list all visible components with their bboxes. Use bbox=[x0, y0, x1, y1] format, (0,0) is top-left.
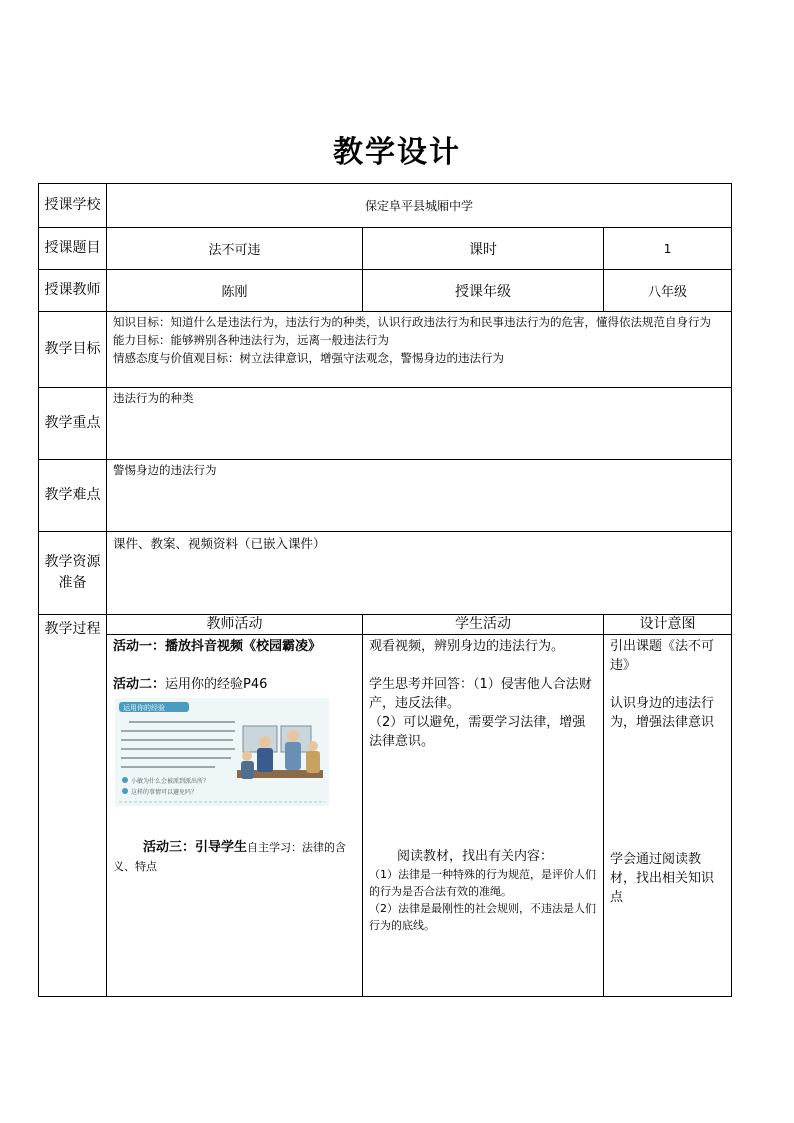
row-school bbox=[39, 184, 732, 228]
student-step-three: （2）可以避免，需要学习法律，增强法律意识。 bbox=[369, 715, 586, 749]
activity-two-prefix: 活动二： bbox=[113, 677, 166, 692]
illustration-question-two: 这样的事情可以避免吗？ bbox=[131, 789, 198, 796]
student-step-two: 学生思考并回答：（1）侵害他人合法财产，违反法律。 bbox=[369, 677, 592, 711]
row-process-header bbox=[39, 615, 732, 635]
goal-emotion: 情感态度与价值观目标：树立法律意识，增强守法观念，警惕身边的违法行为 bbox=[113, 351, 504, 365]
value-difficult: 警惕身边的违法行为 bbox=[107, 460, 732, 532]
label-topic: 授课题目 bbox=[39, 228, 107, 270]
label-teacher: 授课教师 bbox=[39, 270, 107, 312]
activity-three-prefix: 活动三：引导学生 bbox=[143, 840, 248, 855]
teacher-activity-cell bbox=[107, 635, 363, 997]
row-resources bbox=[39, 532, 732, 615]
student-step-five: （1）法律是一种特殊的行为规范，是评价人们的行为是否合法有效的准绳。 bbox=[369, 868, 596, 898]
activity-two bbox=[113, 675, 356, 694]
row-topic bbox=[39, 228, 732, 270]
activity-one: 活动一：播放抖音视频《校园霸凌》 bbox=[113, 639, 322, 654]
activity-two-text: 运用你的经验P46 bbox=[165, 677, 268, 692]
illustration-heading: 运用你的经验 bbox=[123, 704, 165, 712]
goal-ability: 能力目标：能够辨别各种违法行为，远离一般违法行为 bbox=[113, 333, 389, 347]
value-key: 违法行为的种类 bbox=[107, 388, 732, 460]
label-school: 授课学校 bbox=[39, 184, 107, 228]
activity-three bbox=[113, 838, 356, 876]
lesson-plan-table bbox=[38, 183, 732, 997]
header-teacher-activity: 教师活动 bbox=[107, 615, 363, 635]
value-grade: 八年级 bbox=[604, 270, 732, 312]
label-process: 教学过程 bbox=[39, 615, 107, 997]
row-process-body bbox=[39, 635, 732, 997]
design-intent-cell bbox=[604, 635, 732, 997]
illustration-question-one: 小敏为什么会被派到派出所？ bbox=[131, 778, 210, 785]
goal-knowledge: 知识目标：知道什么是违法行为，违法行为的种类，认识行政违法行为和民事违法行为的危害，懂得依法规范自身行为 bbox=[113, 315, 711, 329]
label-grade: 授课年级 bbox=[363, 270, 604, 312]
header-student-activity: 学生活动 bbox=[363, 615, 604, 635]
header-design-intent: 设计意图 bbox=[604, 615, 732, 635]
intent-one: 引出课题《法不可违》 bbox=[610, 639, 715, 673]
label-difficult: 教学难点 bbox=[39, 460, 107, 532]
student-step-six: （2）法律是最刚性的社会规则，不违法是人们行为的底线。 bbox=[369, 902, 596, 932]
row-teacher bbox=[39, 270, 732, 312]
value-hours: 1 bbox=[604, 228, 732, 270]
value-teacher: 陈刚 bbox=[107, 270, 363, 312]
student-step-one: 观看视频，辨别身边的违法行为。 bbox=[369, 639, 565, 654]
value-resources: 课件、教案、视频资料（已嵌入课件） bbox=[107, 532, 732, 615]
label-goals: 教学目标 bbox=[39, 312, 107, 388]
textbook-illustration bbox=[115, 698, 329, 806]
row-goals bbox=[39, 312, 732, 388]
document-title: 教学设计 bbox=[333, 135, 461, 170]
value-goals bbox=[107, 312, 732, 388]
row-difficult bbox=[39, 460, 732, 532]
intent-three: 学会通过阅读教材，找出相关知识点 bbox=[610, 852, 715, 905]
label-key: 教学重点 bbox=[39, 388, 107, 460]
student-step-four: 阅读教材，找出有关内容： bbox=[397, 849, 554, 864]
row-key bbox=[39, 388, 732, 460]
label-resources: 教学资源准备 bbox=[39, 532, 107, 615]
activity-three-text: 自主学习：法律的含义、特点 bbox=[113, 841, 347, 873]
value-topic: 法不可违 bbox=[107, 228, 363, 270]
intent-two: 认识身边的违法行为，增强法律意识 bbox=[610, 696, 715, 730]
student-activity-cell bbox=[363, 635, 604, 997]
value-school: 保定阜平县城厢中学 bbox=[107, 184, 732, 228]
label-hours: 课时 bbox=[363, 228, 604, 270]
